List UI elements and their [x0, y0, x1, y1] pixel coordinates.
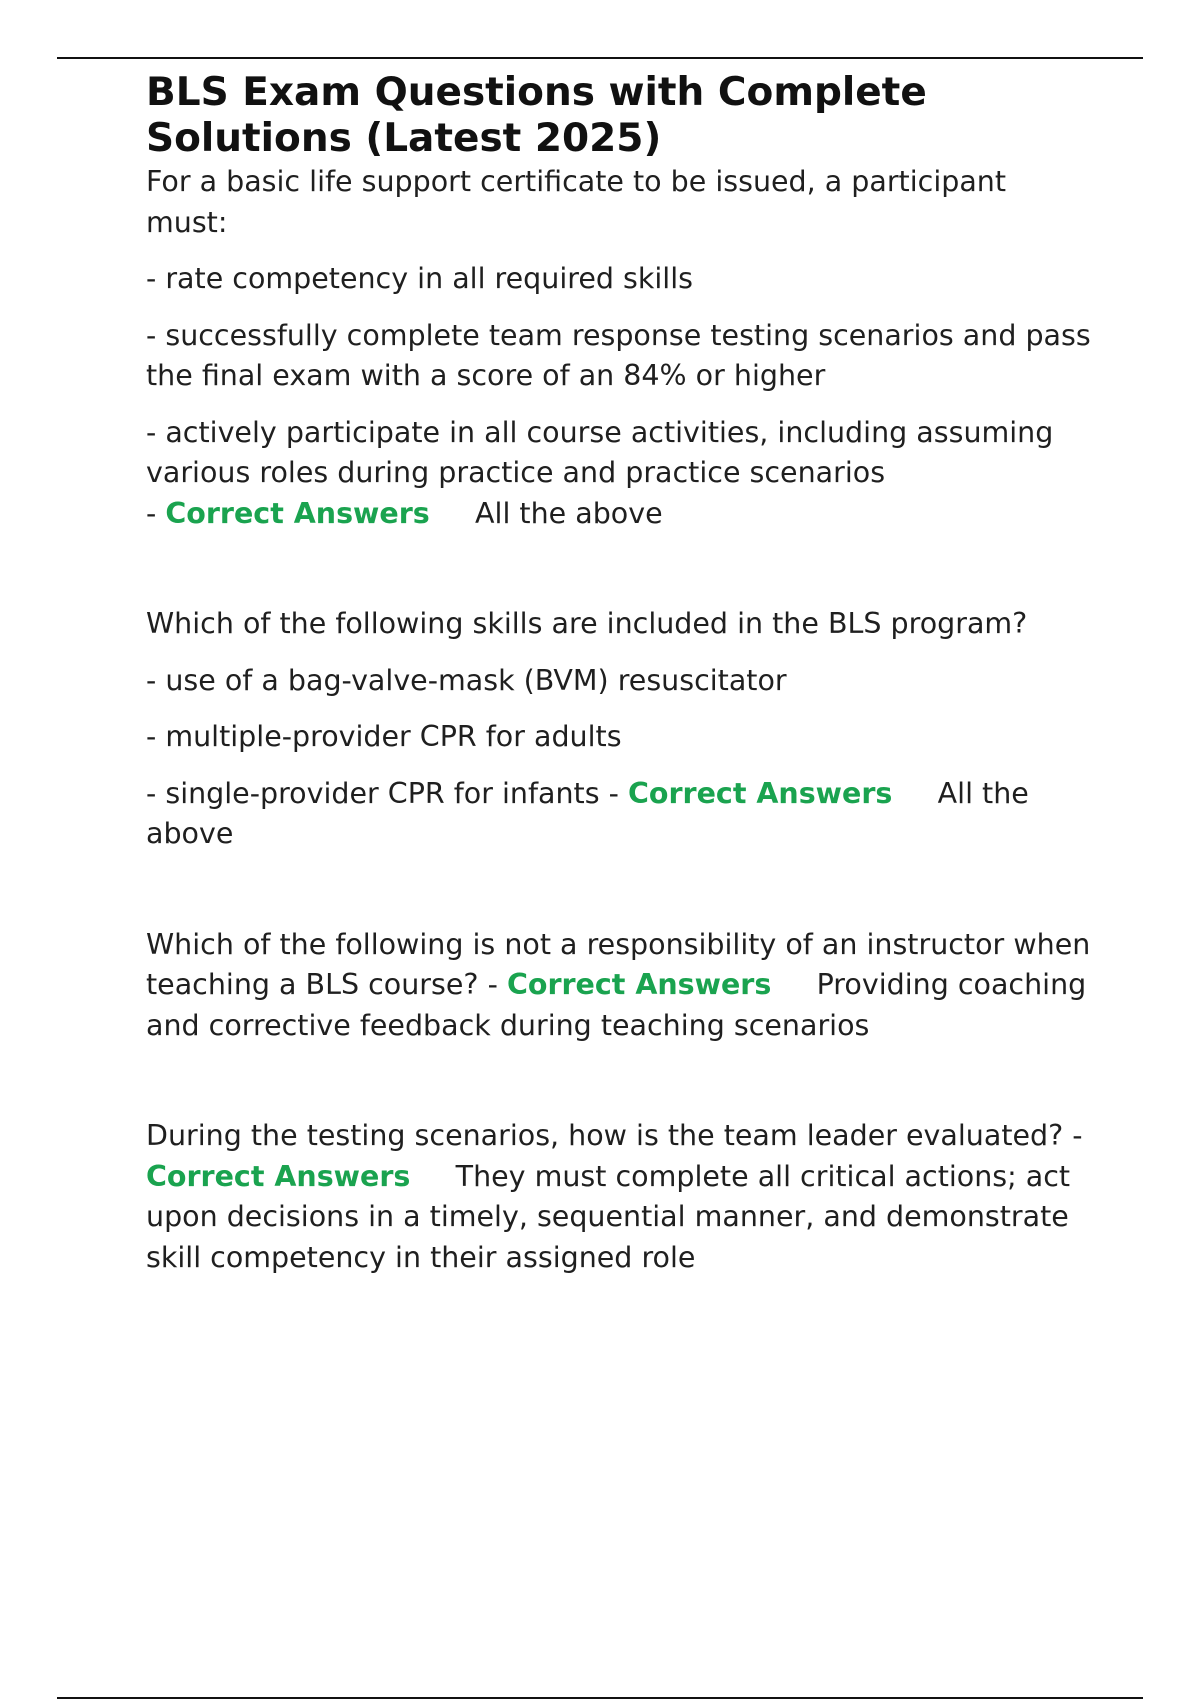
- question-3-stem: Which of the following is not a responsibility of an instructor when teaching a BLS course? -: [146, 927, 1091, 1001]
- question-4-answer: They must complete all critical actions; act upon decisions in a timely, sequential manner, and demonstrate skill competency in their assigned role: [146, 1159, 1071, 1274]
- question-4: [146, 1116, 1096, 1278]
- correct-answers-label: Correct Answers: [627, 776, 893, 810]
- question-2-option-2: - multiple-provider CPR for adults: [146, 720, 622, 753]
- question-2-option-1: - use of a bag-valve-mask (BVM) resuscitator: [146, 663, 787, 697]
- question-3: [146, 925, 1096, 1047]
- question-1-stem: For a basic life support certificate to be issued, a participant must:: [146, 165, 1007, 239]
- question-3-text: [146, 925, 1096, 1047]
- title-line-1: BLS Exam Questions with Complete: [146, 70, 927, 115]
- bottom-rule: [57, 1697, 1143, 1699]
- document-body: [146, 70, 1096, 1278]
- question-1-answer-prefix: -: [146, 496, 157, 530]
- question-2-stem: Which of the following skills are included in the BLS program?: [146, 607, 1028, 640]
- correct-answers-label: Correct Answers: [146, 1159, 411, 1193]
- question-1-option-1: - rate competency in all required skills: [146, 262, 693, 295]
- question-1-answer: All the above: [475, 496, 663, 530]
- question-3-answer: Providing coaching and corrective feedback during teaching scenarios: [146, 968, 1087, 1042]
- question-2-option-3: [146, 774, 1096, 855]
- question-1: [146, 162, 1096, 534]
- question-2: [146, 604, 1096, 855]
- correct-answers-label: Correct Answers: [506, 968, 772, 1001]
- question-2-last-option: - single-provider CPR for infants -: [146, 776, 619, 810]
- top-rule: [57, 57, 1143, 59]
- question-1-option-3: [146, 413, 1096, 535]
- title-line-2: Solutions (Latest 2025): [146, 116, 662, 161]
- question-4-text: [146, 1116, 1096, 1278]
- question-4-stem: During the testing scenarios, how is the team leader evaluated? -: [146, 1119, 1083, 1152]
- question-1-option-3-text: - actively participate in all course activities, including assuming various roles during practice and practice scenarios: [146, 415, 1054, 489]
- question-2-answer: All the above: [146, 776, 1029, 850]
- question-1-option-2: - successfully complete team response testing scenarios and pass the final exam with a score of an 84% or higher: [146, 318, 1091, 392]
- page-title: [146, 70, 1096, 162]
- correct-answers-label: Correct Answers: [165, 496, 430, 530]
